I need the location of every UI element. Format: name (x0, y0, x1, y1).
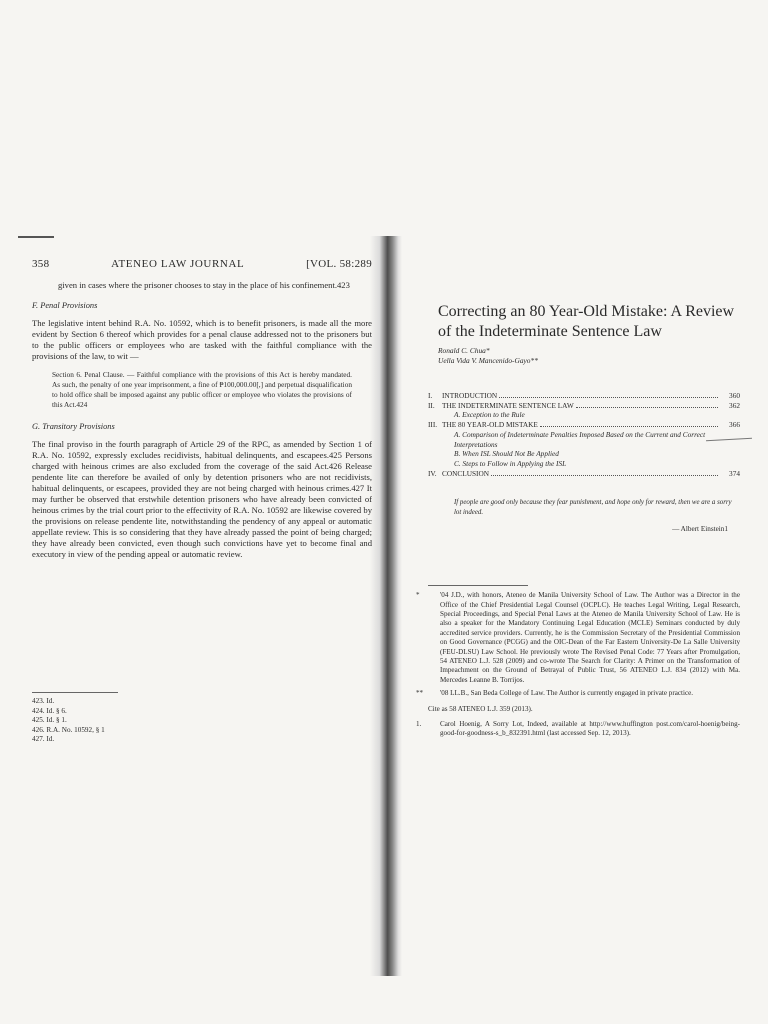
toc-leader (540, 426, 718, 427)
section-g-paragraph: The final proviso in the fourth paragraph of Article 29 of the RPC, as amended by Section 1 of R.A. No. 10592, expressly excludes recidivists, habitual delinquents, and escapees.425 Persons charged with heinous crimes are also excluded from the coverage of the said Act.426 Release pendente lite can therefore be availed of only by detention prisoners who are not recidivists, habitual delinquents, or escapees, provided they are not being charged with heinous crimes.427 It may further be observed that erstwhile detention prisoners who have already been convicted of heinous crimes by the trial court prior to the effectivity of R.A. No. 10592 are likewise covered by the provisions on release pendente lite, notwithstanding the pendency of any appeal or automatic appellate review. This is so considering that they have already passed the point of being charged; they have already been convicted, even though such convictions have yet to become final and executory in view of the pending appeal or automatic review. (32, 439, 372, 559)
toc-leader (499, 397, 718, 398)
right-footnotes (416, 591, 740, 739)
toc-number: IV. (428, 468, 437, 478)
toc-subitem: A. Exception to the Rule (454, 410, 525, 420)
toc-number: I. (428, 391, 433, 400)
footnote-427: 427. Id. (32, 735, 55, 744)
toc-row (428, 469, 740, 479)
left-page (32, 258, 372, 560)
footnote-424: 424. Id. § 6. (32, 706, 67, 715)
epigraph-attribution: — Albert Einstein1 (672, 525, 728, 534)
epigraph: If people are good only because they fear punishment, and hope only for reward, then we are a sorry lot indeed. (454, 499, 732, 516)
footnote-426: 426. R.A. No. 10592, § 1 (32, 725, 105, 734)
toc-label: THE 80 YEAR-OLD MISTAKE (442, 420, 538, 430)
footnote-text: '08 LL.B., San Beda College of Law. The Author is currently engaged in private practice. (440, 689, 694, 698)
section-heading-penal: F. Penal Provisions (32, 301, 98, 310)
continued-text: given in cases where the prisoner chooses to stay in the place of his confinement.423 (58, 280, 350, 290)
footnote-mark: ** (416, 689, 424, 698)
footnote-1 (416, 720, 740, 739)
toc-leader (576, 407, 718, 408)
book-gutter-shadow (370, 236, 402, 976)
toc-label: THE INDETERMINATE SENTENCE LAW (442, 400, 574, 410)
footnote-text: Carol Hoenig, A Sorry Lot, Indeed, available at http://www.huffington post.com/carol-hoenig/being-good-for-goodness-s_b_832391.html (last accessed Sep. 12, 2013). (440, 720, 740, 738)
toc-subitem: B. When ISL Should Not Be Applied (454, 449, 559, 459)
section-f-paragraph: The legislative intent behind R.A. No. 10592, which is to benefit prisoners, is made all the more evident by Section 6 thereof which provides for a penal clause addressed not to the prisoners but to the public officers or employees who are tasked with the faithful compliance with the provisions of the law, to wit — (32, 318, 372, 361)
footnote-text: '04 J.D., with honors, Ateneo de Manila University School of Law. The Author was a Director in the Office of the Chief Presidential Legal Counsel (OCPLC). He teaches Legal Writing, Legal Research, Special Proceedings, and Special Penal Laws at the Ateneo de Manila University School of Law. He is also a speaker for the Mandatory Continuing Legal Education (MCLE) Seminars conducted by duly accredited service providers. Currently, he is the Commission Secretary of the Presidential Commission on Good Governance (PCGG) and the OIC-Dean of the Far Eastern University-De La Salle University (FEU-DLSU) Law School. He previously wrote The Revised Penal Code: 77 Years after Promulgation, 54 ATENEO L.J. 528 (2009) and co-wrote The Search for Clarity: A Primer on the Transformation of Impeachment on the Ground of Betrayal of Public Trust, 56 ATENEO L.J. 834 (2012) with Ma. Mercedes Leanne B. Torrijos. (440, 591, 740, 684)
toc-leader (491, 475, 718, 476)
volume-label: [VOL. 58:289 (306, 258, 372, 270)
footnote-rule (32, 692, 118, 693)
author-2: Uella Vida V. Mancenido-Gayo** (438, 355, 538, 365)
section-heading-transitory: G. Transitory Provisions (32, 422, 115, 431)
section-6-quote: Section 6. Penal Clause. — Faithful compliance with the provisions of this Act is hereby mandated. As such, the penalty of one year imprisonment, a fine of ₱100,000.00[,] and perpetual disqualification to hold office shall be imposed against any public officer or employee who violates the provisions of this Act.424 (52, 370, 352, 409)
citation-line: Cite as 58 ATENEO L.J. 359 (2013). (428, 704, 533, 713)
journal-name: ATENEO LAW JOURNAL (111, 258, 245, 270)
toc-row (428, 391, 740, 401)
toc-row (428, 401, 740, 411)
table-of-contents (428, 391, 740, 478)
toc-row (428, 420, 740, 430)
footnote-rule (428, 585, 528, 586)
page-number: 358 (32, 258, 50, 270)
right-page (416, 258, 740, 743)
toc-page: 374 (729, 468, 740, 478)
toc-number: II. (428, 400, 435, 410)
toc-label: INTRODUCTION (442, 391, 498, 400)
footnote-423: 423. Id. (32, 697, 55, 705)
toc-number: III. (428, 420, 438, 430)
toc-subitem: A. Comparison of Indeterminate Penalties Imposed Based on the Current and Correct Interpretations (454, 429, 706, 449)
toc-label: CONCLUSION (442, 468, 490, 478)
scan-margin-mark (18, 236, 54, 238)
footnote-mark: * (416, 591, 420, 600)
running-header (32, 258, 372, 270)
left-footnotes (32, 692, 118, 745)
toc-subitem: C. Steps to Follow in Applying the ISL (454, 458, 567, 468)
footnote-author-2 (416, 689, 740, 698)
author-1: Ronald C. Chua* (438, 346, 490, 355)
footnote-425: 425. Id. § 1. (32, 716, 67, 725)
toc-page: 362 (729, 400, 740, 410)
footnote-author-1 (416, 591, 740, 685)
footnote-mark: 1. (416, 720, 422, 729)
toc-page: 360 (729, 391, 740, 400)
toc-page: 366 (729, 420, 740, 430)
article-title: Correcting an 80 Year-Old Mistake: A Review of the Indeterminate Sentence Law (438, 303, 735, 340)
